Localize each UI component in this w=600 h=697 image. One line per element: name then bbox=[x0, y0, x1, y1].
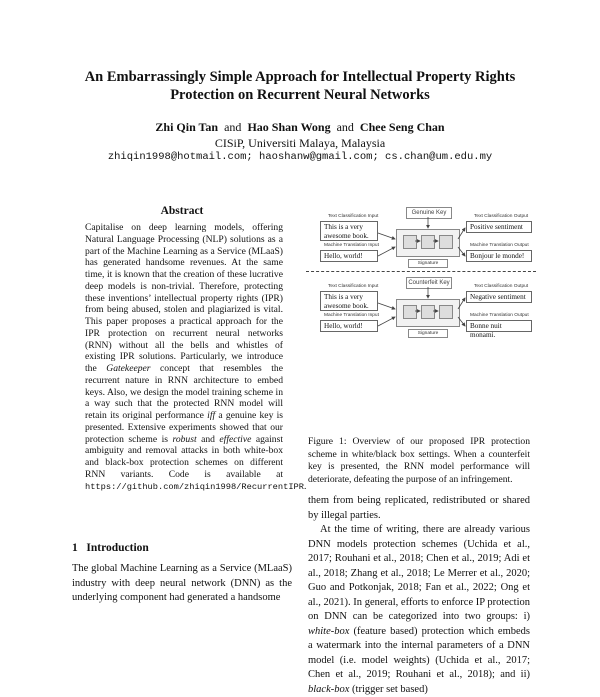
figure-label: Text Classification Output bbox=[474, 284, 529, 289]
author-name: Zhi Qin Tan bbox=[155, 120, 219, 134]
author-separator: and bbox=[336, 120, 354, 134]
author-list bbox=[0, 120, 600, 135]
signature-box: Signature bbox=[408, 329, 448, 338]
text-classification-output: Negative sentiment bbox=[466, 291, 532, 303]
abstract-emphasis: Gatekeeper bbox=[106, 363, 151, 374]
author-separator: and bbox=[224, 120, 242, 134]
abstract-text: a genuine key is presented. Extensive experiments showed that our protection scheme is bbox=[85, 410, 283, 445]
emphasis: black-box bbox=[308, 683, 350, 695]
abstract-emphasis: robust bbox=[172, 433, 197, 445]
paragraph-text: (trigger set based) bbox=[349, 683, 428, 695]
abstract-emphasis: effective bbox=[219, 433, 252, 445]
abstract-heading: Abstract bbox=[160, 205, 204, 217]
text-classification-input: This is a very awesome book. bbox=[320, 291, 378, 311]
abstract-text: concept that resembles the recurrent nature in RNN architecture to embed keys. Also, we design the model training scheme in a way such that the protected RNN model will retain its original performance bbox=[85, 363, 283, 421]
figure-arrows bbox=[306, 203, 536, 343]
section-number: 1 bbox=[72, 542, 78, 554]
figure-label: Machine Translation Input bbox=[324, 313, 379, 318]
section-title: Introduction bbox=[86, 542, 149, 554]
machine-translation-output: Bonjour le monde! bbox=[466, 250, 532, 262]
section-heading-introduction bbox=[72, 542, 149, 554]
machine-translation-input: Hello, world! bbox=[320, 250, 378, 262]
paragraph bbox=[308, 523, 530, 697]
abstract-text: . bbox=[303, 480, 307, 492]
introduction-text: The global Machine Learning as a Service (MLaaS) industry with deep neural network (DNN) as the underlying component had generated a handsome bbox=[72, 563, 292, 603]
figure-label: Machine Translation Output bbox=[470, 313, 529, 318]
author-name: Chee Seng Chan bbox=[359, 120, 445, 134]
signature-box: Signature bbox=[408, 259, 448, 268]
paragraph-text: At the time of writing, there are already various DNN models protection schemes (Uchida et al., 2017; Rouhani et al., 2018; Chen et al., 2019; Adi et al., 2018; Zhang et al., 2018; Le Merrer et al., 2020; Guo and Potkonjak, 2018; Fan et al., 2022; Ong et al., 2021). In general, efforts to enforce IP protection on DNN can be categorized into two groups: i) bbox=[308, 524, 530, 622]
abstract-emphasis: iff bbox=[207, 410, 216, 421]
figure-label: Machine Translation Input bbox=[324, 243, 379, 248]
figure-1 bbox=[306, 203, 536, 431]
abstract-text: against ambiguity and removal attacks in both white-box and black-box protection schemes on different RNN variants. Code is available at bbox=[85, 433, 283, 480]
figure-caption: Figure 1: Overview of our proposed IPR protection scheme in white/black box settings. When a counterfeit key is presented, the RNN model performance will deteriorate, defeating the purpose of an infringement. bbox=[308, 436, 530, 485]
author-name: Hao Shan Wong bbox=[247, 120, 331, 134]
genuine-key-box: Genuine Key bbox=[406, 207, 452, 219]
figure-label: Text Classification Input bbox=[328, 284, 379, 289]
abstract-text: Capitalise on deep learning models, offering Natural Language Processing (NLP) solutions as a part of the Machine Learning as a Service (MLaaS) has generated handsome revenues. At the same time, it is known that the creation of these lucrative deep models is non-trivial. Therefore, protecting these inventions’ intellectual property rights (IPR) from being abused, stolen and plagiarized is vital. This paper proposes a practical approach for the IPR protection on recurrent neural networks (RNN) without all the bells and whistles of existing IPR solutions. Particularly, we introduce the bbox=[85, 222, 283, 374]
figure-label: Machine Translation Output bbox=[470, 243, 529, 248]
emphasis: white-box bbox=[308, 625, 350, 637]
abstract-body bbox=[85, 222, 307, 493]
figure-label: Text Classification Input bbox=[328, 214, 379, 219]
text-classification-input: This is a very awesome book. bbox=[320, 221, 378, 241]
affiliation: CISiP, Universiti Malaya, Malaysia bbox=[214, 136, 386, 150]
paper-title-line-2: Protection on Recurrent Neural Networks bbox=[170, 87, 430, 103]
counterfeit-key-box: Counterfeit Key bbox=[406, 277, 452, 289]
machine-translation-input: Hello, world! bbox=[320, 320, 378, 332]
paper-title-line-1: An Embarrassingly Simple Approach for Intellectual Property Rights bbox=[84, 69, 516, 85]
text-classification-output: Positive sentiment bbox=[466, 221, 532, 233]
paragraph: them from being replicated, redistributed or shared by illegal parties. bbox=[308, 495, 530, 521]
figure-label: Text Classification Output bbox=[474, 214, 529, 219]
abstract-text: and bbox=[196, 433, 220, 445]
author-emails: zhiqin1998@hotmail.com; haoshanw@gmail.com; cs.chan@um.edu.my bbox=[107, 151, 493, 163]
code-link[interactable]: https://github.com/zhiqin1998/RecurrentIPR bbox=[85, 481, 304, 492]
right-column-body bbox=[308, 494, 530, 697]
machine-translation-output: Bonne nuit monami. bbox=[466, 320, 532, 332]
paragraph-text: (feature based) protection which embeds a watermark into the internal parameters of a DNN model (i.e. model weights) (Uchida et al., 2017; Chen et al., 2019; Rouhani et al., 2018); and ii) bbox=[308, 625, 530, 680]
